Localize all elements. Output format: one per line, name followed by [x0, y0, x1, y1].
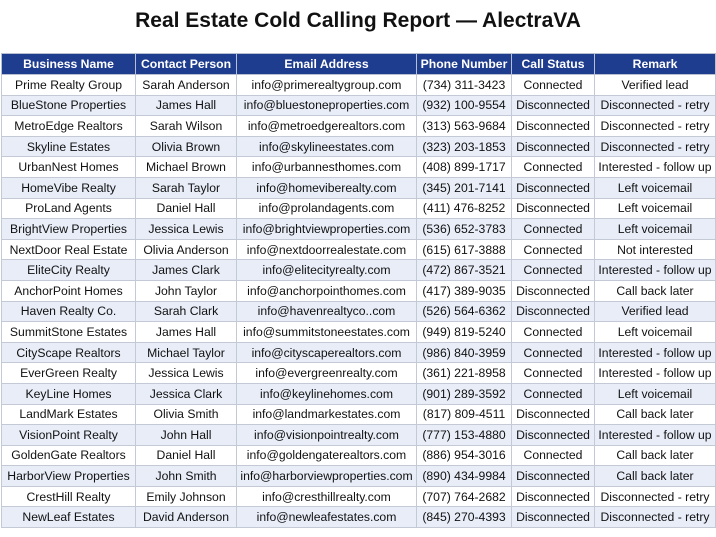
cell-call-status: Connected — [512, 75, 595, 96]
cell-contact-person: James Clark — [136, 260, 237, 281]
cell-email-address: info@cresthillrealty.com — [237, 486, 417, 507]
cell-phone-number: (417) 389-9035 — [417, 280, 512, 301]
cell-business-name: ProLand Agents — [2, 198, 136, 219]
cell-phone-number: (734) 311-3423 — [417, 75, 512, 96]
cell-contact-person: Sarah Wilson — [136, 116, 237, 137]
cell-phone-number: (536) 652-3783 — [417, 219, 512, 240]
column-header-remark: Remark — [595, 54, 716, 75]
cell-phone-number: (949) 819-5240 — [417, 322, 512, 343]
table-body — [2, 75, 716, 528]
cell-business-name: CityScape Realtors — [2, 342, 136, 363]
cell-remark: Interested - follow up — [595, 425, 716, 446]
cell-call-status: Disconnected — [512, 95, 595, 116]
cell-contact-person: Michael Taylor — [136, 342, 237, 363]
cell-email-address: info@elitecityrealty.com — [237, 260, 417, 281]
cell-call-status: Connected — [512, 363, 595, 384]
cell-phone-number: (411) 476-8252 — [417, 198, 512, 219]
cell-email-address: info@havenrealtyco..com — [237, 301, 417, 322]
table-row — [2, 177, 716, 198]
cell-phone-number: (707) 764-2682 — [417, 486, 512, 507]
cell-call-status: Connected — [512, 383, 595, 404]
cell-remark: Disconnected - retry — [595, 486, 716, 507]
table-row — [2, 157, 716, 178]
cell-contact-person: Michael Brown — [136, 157, 237, 178]
cell-contact-person: Jessica Clark — [136, 383, 237, 404]
cell-business-name: NewLeaf Estates — [2, 507, 136, 528]
cell-email-address: info@summitstoneestates.com — [237, 322, 417, 343]
cell-phone-number: (777) 153-4880 — [417, 425, 512, 446]
table-row — [2, 404, 716, 425]
cell-call-status: Disconnected — [512, 136, 595, 157]
cell-business-name: EliteCity Realty — [2, 260, 136, 281]
cell-email-address: info@bluestoneproperties.com — [237, 95, 417, 116]
table-row — [2, 301, 716, 322]
table-row — [2, 445, 716, 466]
cell-call-status: Disconnected — [512, 177, 595, 198]
cell-email-address: info@nextdoorrealestate.com — [237, 239, 417, 260]
table-row — [2, 466, 716, 487]
table-row — [2, 260, 716, 281]
cell-phone-number: (615) 617-3888 — [417, 239, 512, 260]
cell-phone-number: (886) 954-3016 — [417, 445, 512, 466]
table-row — [2, 219, 716, 240]
table-row — [2, 383, 716, 404]
cell-call-status: Connected — [512, 260, 595, 281]
cell-email-address: info@goldengaterealtors.com — [237, 445, 417, 466]
column-header-email-address: Email Address — [237, 54, 417, 75]
cell-phone-number: (986) 840-3959 — [417, 342, 512, 363]
cell-remark: Disconnected - retry — [595, 116, 716, 137]
cell-remark: Left voicemail — [595, 383, 716, 404]
cell-remark: Disconnected - retry — [595, 95, 716, 116]
cell-call-status: Connected — [512, 157, 595, 178]
cell-remark: Call back later — [595, 404, 716, 425]
cell-remark: Not interested — [595, 239, 716, 260]
cell-contact-person: Emily Johnson — [136, 486, 237, 507]
cell-phone-number: (890) 434-9984 — [417, 466, 512, 487]
cell-phone-number: (313) 563-9684 — [417, 116, 512, 137]
cell-call-status: Disconnected — [512, 486, 595, 507]
cell-contact-person: John Taylor — [136, 280, 237, 301]
cell-business-name: Skyline Estates — [2, 136, 136, 157]
cell-business-name: SummitStone Estates — [2, 322, 136, 343]
cell-business-name: EverGreen Realty — [2, 363, 136, 384]
cell-email-address: info@landmarkestates.com — [237, 404, 417, 425]
cell-email-address: info@visionpointrealty.com — [237, 425, 417, 446]
table-row — [2, 486, 716, 507]
cell-call-status: Disconnected — [512, 425, 595, 446]
cell-phone-number: (526) 564-6362 — [417, 301, 512, 322]
cell-contact-person: Sarah Clark — [136, 301, 237, 322]
cell-remark: Interested - follow up — [595, 260, 716, 281]
cell-contact-person: James Hall — [136, 95, 237, 116]
cell-email-address: info@cityscaperealtors.com — [237, 342, 417, 363]
cell-call-status: Connected — [512, 445, 595, 466]
cell-contact-person: Olivia Smith — [136, 404, 237, 425]
table-row — [2, 75, 716, 96]
cell-call-status: Connected — [512, 322, 595, 343]
cell-remark: Call back later — [595, 466, 716, 487]
cell-phone-number: (361) 221-8958 — [417, 363, 512, 384]
cell-business-name: UrbanNest Homes — [2, 157, 136, 178]
table-header-row — [2, 54, 716, 75]
cell-contact-person: Sarah Anderson — [136, 75, 237, 96]
cell-email-address: info@evergreenrealty.com — [237, 363, 417, 384]
cell-email-address: info@brightviewproperties.com — [237, 219, 417, 240]
cell-remark: Interested - follow up — [595, 342, 716, 363]
cell-email-address: info@anchorpointhomes.com — [237, 280, 417, 301]
cell-contact-person: Daniel Hall — [136, 198, 237, 219]
column-header-contact-person: Contact Person — [136, 54, 237, 75]
cell-contact-person: John Hall — [136, 425, 237, 446]
table-row — [2, 136, 716, 157]
cell-call-status: Connected — [512, 342, 595, 363]
cell-business-name: HarborView Properties — [2, 466, 136, 487]
cell-call-status: Connected — [512, 239, 595, 260]
cell-phone-number: (408) 899-1717 — [417, 157, 512, 178]
cell-remark: Disconnected - retry — [595, 507, 716, 528]
cell-remark: Left voicemail — [595, 219, 716, 240]
cell-contact-person: Sarah Taylor — [136, 177, 237, 198]
cell-remark: Verified lead — [595, 75, 716, 96]
cell-contact-person: Jessica Lewis — [136, 363, 237, 384]
cell-contact-person: John Smith — [136, 466, 237, 487]
cell-business-name: GoldenGate Realtors — [2, 445, 136, 466]
column-header-business-name: Business Name — [2, 54, 136, 75]
cold-calling-table — [1, 53, 716, 528]
cell-email-address: info@harborviewproperties.com — [237, 466, 417, 487]
cell-business-name: Haven Realty Co. — [2, 301, 136, 322]
cell-remark: Interested - follow up — [595, 363, 716, 384]
cell-phone-number: (345) 201-7141 — [417, 177, 512, 198]
cell-remark: Verified lead — [595, 301, 716, 322]
cell-remark: Disconnected - retry — [595, 136, 716, 157]
cell-contact-person: Olivia Brown — [136, 136, 237, 157]
cell-email-address: info@urbannesthomes.com — [237, 157, 417, 178]
cell-business-name: KeyLine Homes — [2, 383, 136, 404]
cell-business-name: NextDoor Real Estate — [2, 239, 136, 260]
page-title: Real Estate Cold Calling Report — AlectraVA — [135, 9, 581, 32]
cell-business-name: HomeVibe Realty — [2, 177, 136, 198]
cell-contact-person: James Hall — [136, 322, 237, 343]
table-row — [2, 363, 716, 384]
cell-phone-number: (901) 289-3592 — [417, 383, 512, 404]
cell-business-name: MetroEdge Realtors — [2, 116, 136, 137]
cell-phone-number: (845) 270-4393 — [417, 507, 512, 528]
cell-remark: Left voicemail — [595, 322, 716, 343]
cell-business-name: BrightView Properties — [2, 219, 136, 240]
table-row — [2, 198, 716, 219]
cell-business-name: Prime Realty Group — [2, 75, 136, 96]
table-row — [2, 116, 716, 137]
table-row — [2, 239, 716, 260]
cell-call-status: Disconnected — [512, 466, 595, 487]
column-header-phone-number: Phone Number — [417, 54, 512, 75]
cell-remark: Left voicemail — [595, 177, 716, 198]
cell-email-address: info@keylinehomes.com — [237, 383, 417, 404]
cell-email-address: info@primerealtygroup.com — [237, 75, 417, 96]
cell-business-name: LandMark Estates — [2, 404, 136, 425]
cell-contact-person: Olivia Anderson — [136, 239, 237, 260]
cell-email-address: info@prolandagents.com — [237, 198, 417, 219]
cell-remark: Call back later — [595, 445, 716, 466]
cell-call-status: Disconnected — [512, 198, 595, 219]
table-row — [2, 280, 716, 301]
cell-business-name: CrestHill Realty — [2, 486, 136, 507]
cell-call-status: Connected — [512, 219, 595, 240]
cell-contact-person: Daniel Hall — [136, 445, 237, 466]
cell-call-status: Disconnected — [512, 301, 595, 322]
cell-remark: Call back later — [595, 280, 716, 301]
cell-remark: Interested - follow up — [595, 157, 716, 178]
cell-call-status: Disconnected — [512, 507, 595, 528]
column-header-call-status: Call Status — [512, 54, 595, 75]
cell-email-address: info@skylineestates.com — [237, 136, 417, 157]
cell-phone-number: (817) 809-4511 — [417, 404, 512, 425]
cell-phone-number: (323) 203-1853 — [417, 136, 512, 157]
cell-phone-number: (472) 867-3521 — [417, 260, 512, 281]
table-row — [2, 507, 716, 528]
cell-email-address: info@newleafestates.com — [237, 507, 417, 528]
cell-email-address: info@homeviberealty.com — [237, 177, 417, 198]
cell-contact-person: David Anderson — [136, 507, 237, 528]
table-row — [2, 95, 716, 116]
cell-call-status: Disconnected — [512, 116, 595, 137]
table-row — [2, 322, 716, 343]
cell-remark: Left voicemail — [595, 198, 716, 219]
cell-email-address: info@metroedgerealtors.com — [237, 116, 417, 137]
cell-phone-number: (932) 100-9554 — [417, 95, 512, 116]
table-row — [2, 425, 716, 446]
cell-business-name: BlueStone Properties — [2, 95, 136, 116]
cell-business-name: AnchorPoint Homes — [2, 280, 136, 301]
cell-call-status: Disconnected — [512, 404, 595, 425]
table-row — [2, 342, 716, 363]
cell-contact-person: Jessica Lewis — [136, 219, 237, 240]
cell-business-name: VisionPoint Realty — [2, 425, 136, 446]
cell-call-status: Disconnected — [512, 280, 595, 301]
